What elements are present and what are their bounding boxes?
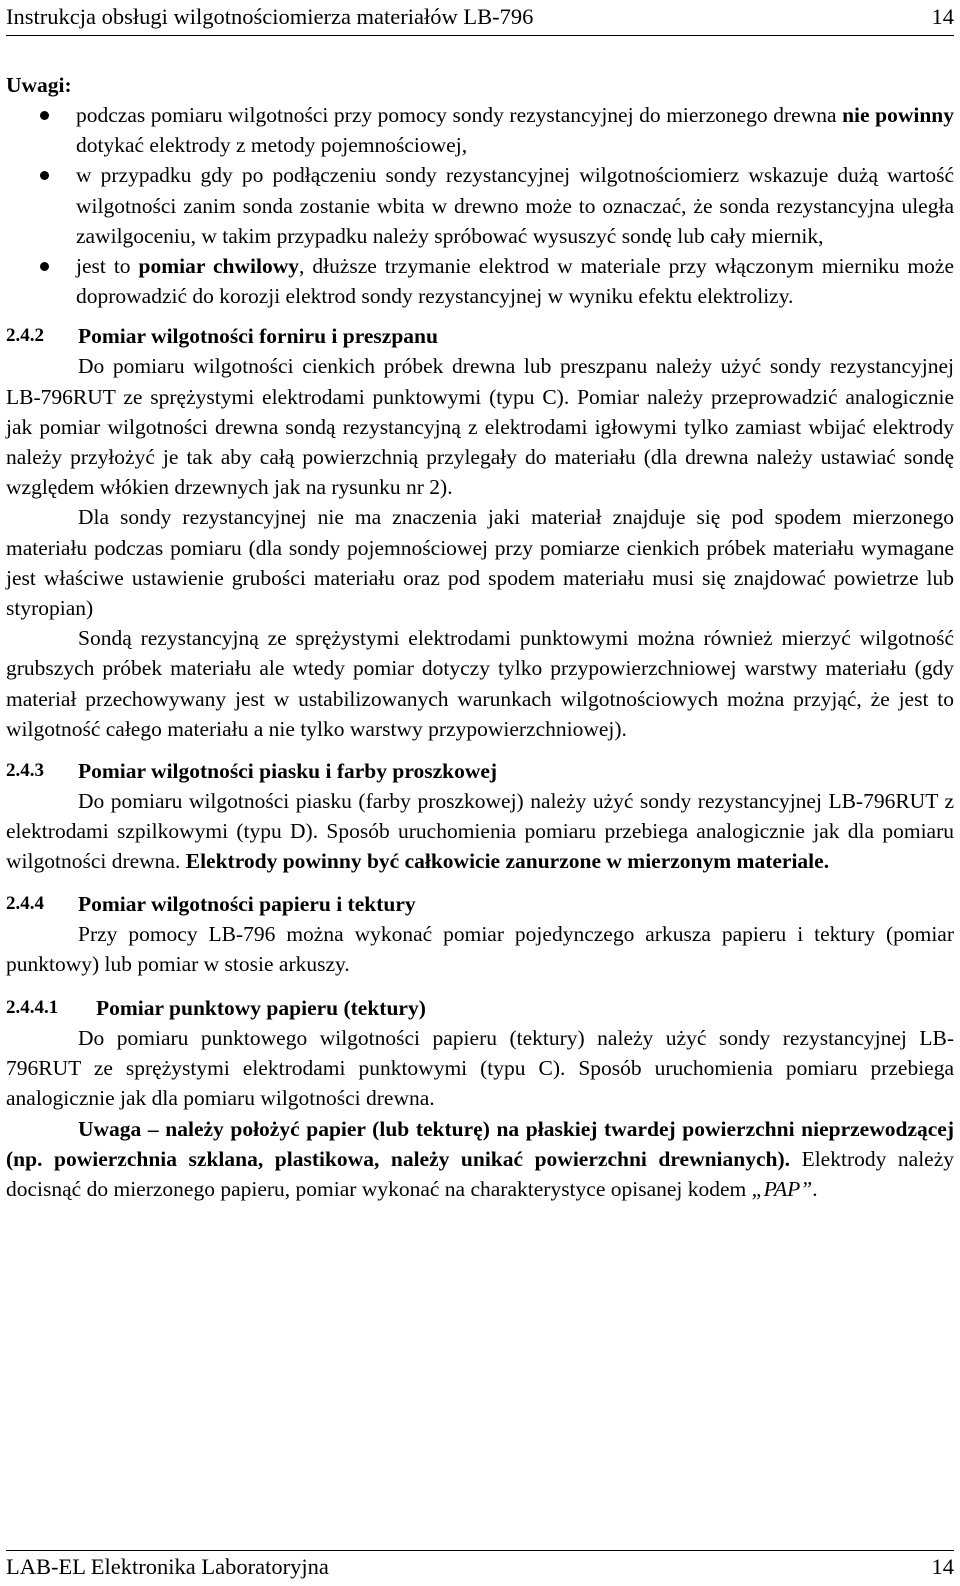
header-page-number: 14 (931, 4, 954, 29)
paragraph: Przy pomocy LB-796 można wykonać pomiar pojedynczego arkusza papieru i tektury (pomiar punktowy) lub pomiar w stosie arkuszy. (6, 921, 954, 976)
section-number: 2.4.3 (6, 760, 44, 782)
page-footer (6, 1550, 954, 1586)
footer-company: LAB-EL Elektronika Laboratoryjna (6, 1554, 329, 1579)
paragraph: Do pomiaru punktowego wilgotności papieru (tektury) należy użyć sondy rezystancyjnej LB-796RUT ze sprężystymi elektrodami punktowymi (typu C). Sposób uruchomienia pomiaru przebiega analogicznie jak dla pomiaru wilgotności drewna. (6, 1026, 954, 1111)
section-number: 2.4.4 (6, 892, 44, 914)
paragraph-text: Do pomiaru wilgotności piasku (farby proszkowej) należy użyć sondy rezystancyjnej LB-796RUT z elektrodami szpilkowymi (typu D). Sposób uruchomienia pomiaru przebiega analogicznie jak dla pomiaru wilgotności drewna. (6, 789, 954, 874)
section-title: Pomiar wilgotności piasku i farby proszkowej (78, 759, 498, 784)
paragraph-text: . (812, 1177, 818, 1202)
section-number: 2.4.2 (6, 325, 44, 347)
paragraph-text: Elektrody należy docisnąć do mierzonego papieru, pomiar wykonać na charakterystyce opisanej kodem (6, 1146, 955, 1202)
note-emphasis: pomiar chwilowy (138, 254, 299, 279)
page-content (6, 70, 954, 1204)
footer-page-number: 14 (931, 1554, 954, 1579)
note-text: , dłuższe trzymanie elektrod w materiale przy włączonym mierniku może doprowadzić do korozji elektrod sondy rezystancyjnej w wyniku efektu elektrolizy. (76, 254, 954, 309)
section-title: Pomiar wilgotności papieru i tektury (78, 891, 416, 916)
paragraph (6, 786, 954, 877)
note-emphasis: nie powinny (842, 103, 954, 127)
paragraph: Do pomiaru wilgotności cienkich próbek drewna lub preszpanu należy użyć sondy rezystancyjnej LB-796RUT ze sprężystymi elektrodami punktowymi (typu C). Pomiar należy przeprowadzić analogicznie jak pomiar wilgotności drewna sondą rezystancyjną z elektrodami igłowymi tylko zamiast wbijać elektrody należy przyłożyć je tak aby całą powierzchnią przylegały do materiału (dla drewna należy ustawiać sondę względem włókien drzewnych jak na rysunku nr 2). (6, 354, 954, 500)
section-title: Pomiar wilgotności forniru i preszpanu (78, 324, 438, 349)
paragraph: Sondą rezystancyjną ze sprężystymi elektrodami punktowymi można również mierzyć wilgotność grubszych próbek materiału ale wtedy pomiar dotyczy tylko przypowierzchniowej warstwy materiału (gdy materiał przechowywany jest w ustabilizowanych warunkach wilgotnościowych można przyjąć, że jest to wilgotność całego materiału a nie tylko warstwy przypowierzchniowej). (6, 626, 954, 741)
section-number: 2.4.4.1 (6, 997, 59, 1019)
paragraph-emphasis: Uwaga – należy położyć papier (lub tekturę) na płaskiej twardej powierzchni nieprzewodzącej (np. powierzchnia szklana, plastikowa, należy unikać powierzchni drewnianych). (6, 1116, 954, 1171)
note-text: dotykać elektrody z metody pojemnościowej, (76, 133, 468, 158)
section-heading-2-4-2 (6, 321, 954, 351)
section-heading-2-4-4-1 (6, 993, 954, 1023)
section-title: Pomiar punktowy papieru (tektury) (96, 996, 426, 1021)
list-item (6, 100, 954, 160)
section-heading-2-4-3 (6, 756, 954, 786)
note-text: w przypadku gdy po podłączeniu sondy rezystancyjnej wilgotnościomierz wskazuje dużą wartość wilgotności zanim sonda zostanie wbita w drewno może to oznaczać, że sonda rezystancyjna uległa zawilgoceniu, w takim przypadku należy spróbować wysuszyć sondę lub cały miernik, (76, 163, 954, 248)
section-heading-2-4-4 (6, 889, 954, 919)
page-header (6, 0, 954, 36)
list-item (6, 160, 954, 251)
note-text: podczas pomiaru wilgotności przy pomocy sondy rezystancyjnej do mierzonego drewna (76, 103, 843, 127)
list-item (6, 251, 954, 311)
notes-list (6, 100, 954, 311)
header-title: Instrukcja obsługi wilgotnościomierza materiałów LB-796 (6, 4, 534, 29)
code-label: „PAP” (751, 1177, 813, 1202)
paragraph: Dla sondy rezystancyjnej nie ma znaczenia jaki materiał znajduje się pod spodem mierzonego materiału podczas pomiaru (dla sondy pojemnościowej przy pomiarze cienkich próbek materiału wymagane jest właściwe ustawienie grubości materiału oraz pod spodem materiału musi się znajdować powietrze lub styropian) (6, 505, 954, 621)
note-text: jest to (76, 254, 139, 279)
notes-title: Uwagi: (6, 73, 72, 97)
paragraph (6, 1114, 954, 1205)
paragraph-emphasis: Elektrody powinny być całkowicie zanurzone w mierzonym materiale. (185, 849, 830, 874)
